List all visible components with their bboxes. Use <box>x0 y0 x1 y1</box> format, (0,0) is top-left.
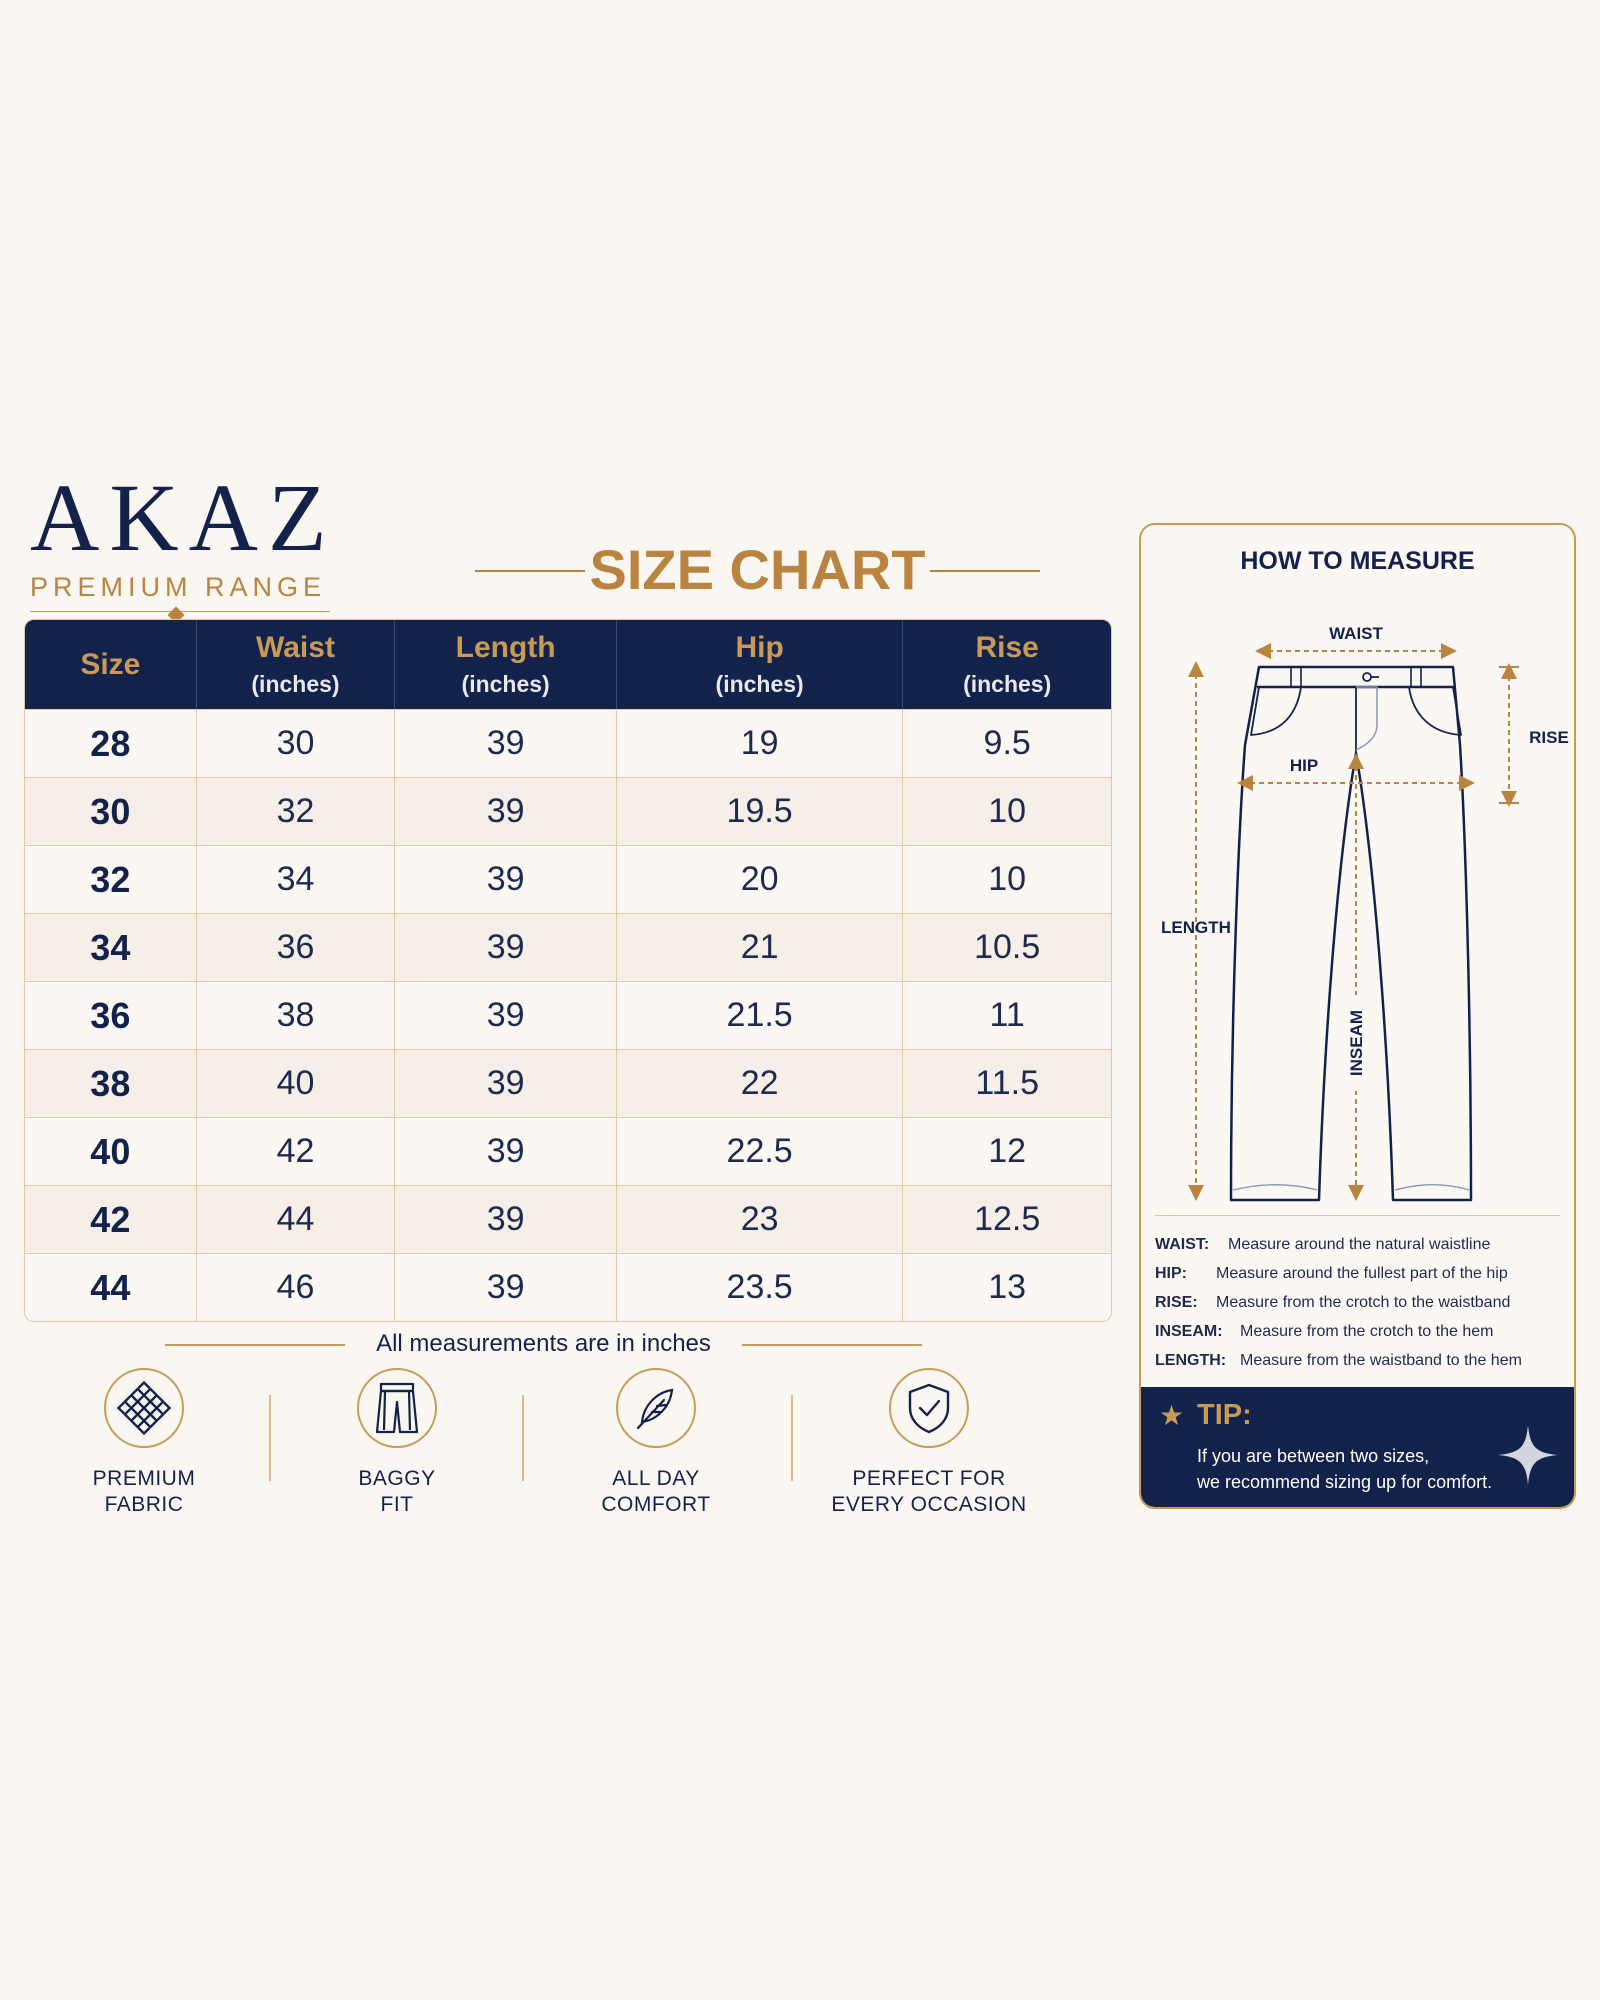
cell-size: 36 <box>25 981 197 1049</box>
cell-size: 34 <box>25 913 197 981</box>
cell-hip: 22.5 <box>617 1117 903 1185</box>
table-row <box>25 1253 1111 1321</box>
shield-check-icon <box>904 1381 954 1435</box>
cell-waist: 34 <box>197 845 396 913</box>
definition-rise <box>1155 1288 1565 1317</box>
feature-label-line2: FIT <box>380 1493 414 1516</box>
definition-waist <box>1155 1230 1565 1259</box>
definition-inseam <box>1155 1317 1565 1346</box>
cell-hip: 23 <box>617 1185 903 1253</box>
cell-waist: 32 <box>197 777 396 845</box>
column-unit: (inches) <box>251 671 340 697</box>
size-table <box>24 619 1112 1322</box>
column-unit: (inches) <box>963 671 1052 697</box>
tip-line2: we recommend sizing up for comfort. <box>1197 1472 1493 1492</box>
feature-divider <box>522 1395 524 1481</box>
cell-hip: 19 <box>617 709 903 777</box>
definition-length <box>1155 1346 1565 1375</box>
fabric-weave-icon <box>116 1380 172 1436</box>
pants-outline <box>1231 667 1471 1200</box>
feather-icon <box>630 1382 682 1434</box>
table-row <box>25 913 1111 981</box>
tip-title: TIP: <box>1197 1399 1252 1431</box>
feature-label-line1: PERFECT FOR <box>852 1467 1006 1490</box>
brand-name: AKAZ <box>30 464 337 571</box>
definition-text: Measure around the natural waistline <box>1228 1235 1491 1253</box>
definition-term: LENGTH: <box>1155 1351 1227 1369</box>
cell-size: 28 <box>25 709 197 777</box>
cell-rise: 11.5 <box>903 1049 1111 1117</box>
cell-waist: 38 <box>197 981 396 1049</box>
measurement-definitions <box>1155 1230 1565 1375</box>
feature-divider <box>269 1395 271 1481</box>
definition-text: Measure from the crotch to the waistband <box>1216 1293 1511 1311</box>
table-row <box>25 709 1111 777</box>
cell-rise: 13 <box>903 1253 1111 1321</box>
feature-label <box>809 1466 1049 1518</box>
cell-size: 38 <box>25 1049 197 1117</box>
cell-rise: 10 <box>903 777 1111 845</box>
feature-label-line2: COMFORT <box>601 1493 711 1516</box>
cell-length: 39 <box>395 1253 617 1321</box>
feature-baggy-fit <box>277 1368 517 1518</box>
cell-hip: 20 <box>617 845 903 913</box>
feature-label <box>536 1466 776 1518</box>
table-row <box>25 1117 1111 1185</box>
feature-every-occasion <box>809 1368 1049 1518</box>
column-title: Hip <box>735 631 784 664</box>
column-header-waist <box>197 620 396 709</box>
cell-length: 39 <box>395 981 617 1049</box>
cell-length: 39 <box>395 1185 617 1253</box>
feature-label-line2: EVERY OCCASION <box>831 1493 1027 1516</box>
definition-text: Measure around the fullest part of the hip <box>1216 1264 1508 1282</box>
cell-size: 42 <box>25 1185 197 1253</box>
shorts-icon <box>372 1380 422 1436</box>
table-header-row <box>25 620 1111 709</box>
panel-title: HOW TO MEASURE <box>1240 547 1475 575</box>
definition-hip <box>1155 1259 1565 1288</box>
cell-length: 39 <box>395 1117 617 1185</box>
definition-text: Measure from the waistband to the hem <box>1240 1351 1522 1369</box>
cell-waist: 36 <box>197 913 396 981</box>
table-row <box>25 845 1111 913</box>
feature-icon-circle <box>889 1368 969 1448</box>
brand-logo <box>30 464 337 612</box>
cell-size: 40 <box>25 1117 197 1185</box>
column-title: Size <box>80 647 141 681</box>
feature-icon-circle <box>104 1368 184 1448</box>
definition-term: RISE: <box>1155 1293 1198 1311</box>
table-body <box>25 709 1111 1321</box>
cell-waist: 44 <box>197 1185 396 1253</box>
note-divider-right <box>742 1344 922 1346</box>
cell-rise: 10 <box>903 845 1111 913</box>
column-header-size <box>25 620 197 709</box>
feature-icon-circle <box>616 1368 696 1448</box>
definition-text: Measure from the crotch to the hem <box>1240 1322 1494 1340</box>
feature-label <box>277 1466 517 1518</box>
cell-rise: 11 <box>903 981 1111 1049</box>
column-title: Rise <box>975 631 1039 664</box>
cell-waist: 46 <box>197 1253 396 1321</box>
feature-icon-circle <box>357 1368 437 1448</box>
rise-label: RISE <box>1529 728 1569 747</box>
table-row <box>25 1049 1111 1117</box>
cell-length: 39 <box>395 777 617 845</box>
feature-all-day-comfort <box>536 1368 776 1518</box>
panel-divider <box>1155 1215 1560 1216</box>
cell-length: 39 <box>395 913 617 981</box>
table-row <box>25 777 1111 845</box>
table-row <box>25 981 1111 1049</box>
cell-hip: 23.5 <box>617 1253 903 1321</box>
sparkle-icon <box>1496 1423 1560 1487</box>
how-to-measure-panel <box>1139 523 1576 1509</box>
column-unit: (inches) <box>715 671 804 697</box>
cell-rise: 12.5 <box>903 1185 1111 1253</box>
feature-label-line1: ALL DAY <box>612 1467 700 1490</box>
cell-hip: 22 <box>617 1049 903 1117</box>
column-header-rise <box>903 620 1111 709</box>
column-header-hip <box>617 620 903 709</box>
cell-rise: 10.5 <box>903 913 1111 981</box>
cell-hip: 21.5 <box>617 981 903 1049</box>
feature-divider <box>791 1395 793 1481</box>
cell-waist: 42 <box>197 1117 396 1185</box>
inseam-label: INSEAM <box>1347 1009 1366 1077</box>
cell-length: 39 <box>395 709 617 777</box>
column-unit: (inches) <box>461 671 550 697</box>
hip-label: HIP <box>1289 756 1319 775</box>
cell-rise: 12 <box>903 1117 1111 1185</box>
definition-term: INSEAM: <box>1155 1322 1223 1340</box>
column-title: Length <box>455 631 556 664</box>
feature-label-line2: FABRIC <box>104 1493 184 1516</box>
length-label: LENGTH <box>1161 918 1231 937</box>
star-icon: ★ <box>1159 1400 1185 1431</box>
title-block <box>475 535 1040 605</box>
cell-size: 44 <box>25 1253 197 1321</box>
column-header-length <box>395 620 617 709</box>
cell-length: 39 <box>395 1049 617 1117</box>
waist-label: WAIST <box>1329 624 1383 643</box>
feature-label-line1: PREMIUM <box>92 1467 196 1490</box>
cell-waist: 40 <box>197 1049 396 1117</box>
tip-box <box>1141 1387 1574 1507</box>
feature-premium-fabric <box>24 1368 264 1518</box>
cell-waist: 30 <box>197 709 396 777</box>
cell-size: 30 <box>25 777 197 845</box>
table-row <box>25 1185 1111 1253</box>
column-title: Waist <box>256 631 335 664</box>
pants-diagram <box>1141 585 1576 1215</box>
cell-rise: 9.5 <box>903 709 1111 777</box>
tip-line1: If you are between two sizes, <box>1197 1446 1430 1466</box>
cell-length: 39 <box>395 845 617 913</box>
definition-term: HIP: <box>1155 1264 1187 1282</box>
title-divider-right <box>930 570 1040 572</box>
cell-size: 32 <box>25 845 197 913</box>
note-text: All measurements are in inches <box>376 1330 711 1357</box>
page-title: SIZE CHART <box>589 538 926 601</box>
cell-hip: 19.5 <box>617 777 903 845</box>
cell-hip: 21 <box>617 913 903 981</box>
feature-label-line1: BAGGY <box>358 1467 436 1490</box>
definition-term: WAIST: <box>1155 1235 1210 1253</box>
feature-label <box>24 1466 264 1518</box>
tip-text <box>1197 1443 1517 1495</box>
brand-tagline: PREMIUM RANGE <box>30 572 330 612</box>
measurement-note <box>165 1328 922 1360</box>
